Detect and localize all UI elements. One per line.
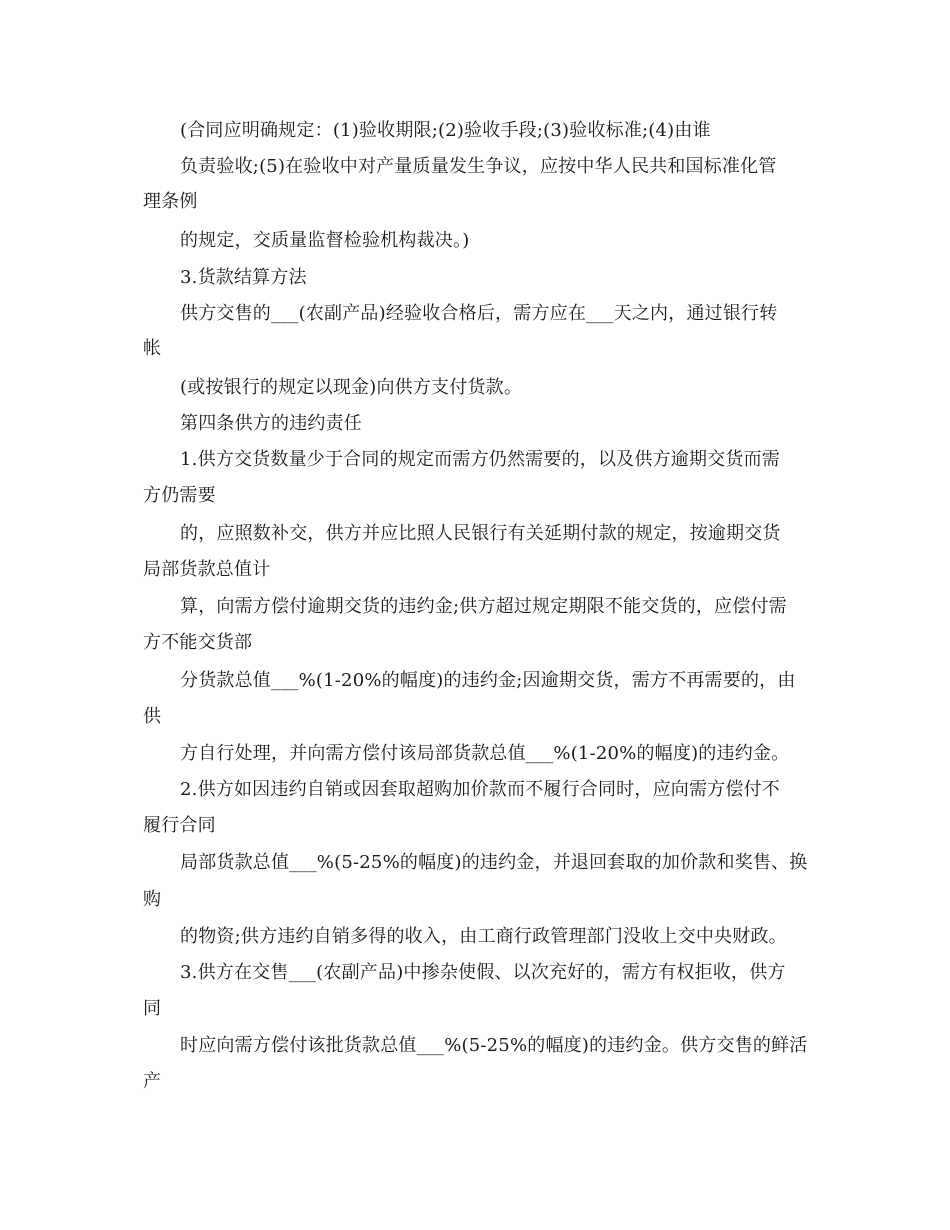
text-line: 局部货款总值计 xyxy=(143,559,271,580)
text-line: 分货款总值___%(1-20%的幅度)的违约金;因逾期交货，需方不再需要的，由 xyxy=(180,670,796,691)
text-line: 的规定，交质量监督检验机构裁决。) xyxy=(180,230,470,251)
text-line: 供方交售的___(农副产品)经验收合格后，需方应在___天之内，通过银行转 xyxy=(180,303,778,324)
text-line: 方仍需要 xyxy=(143,485,216,506)
text-line: 2.供方如因违约自销或因套取超购加价款而不履行合同时，应向需方偿付不 xyxy=(180,779,780,800)
text-line: 的物资;供方违约自销多得的收入，由工商行政管理部门没收上交中央财政。 xyxy=(180,926,787,947)
text-line: 1.供方交货数量少于合同的规定而需方仍然需要的，以及供方逾期交货而需 xyxy=(180,449,780,470)
text-line: 购 xyxy=(143,889,162,910)
text-line: (或按银行的规定以现金)向供方支付货款。 xyxy=(180,377,523,398)
text-line: 算，向需方偿付逾期交货的违约金;供方超过规定期限不能交货的，应偿付需 xyxy=(180,596,787,617)
text-line: 产 xyxy=(143,1071,162,1092)
text-line: 3.供方在交售___(农副产品)中掺杂使假、以次充好的，需方有权拒收，供方 xyxy=(180,962,786,983)
text-line: 同 xyxy=(143,998,162,1019)
article-heading: 第四条供方的违约责任 xyxy=(180,413,362,434)
text-line: 时应向需方偿付该批货款总值___%(5-25%的幅度)的违约金。供方交售的鲜活 xyxy=(180,1035,808,1056)
section-heading: 3.货款结算方法 xyxy=(180,267,307,288)
text-line: 的，应照数补交，供方并应比照人民银行有关延期付款的规定，按逾期交货 xyxy=(180,523,781,544)
text-line: 负责验收;(5)在验收中对产量质量发生争议，应按中华人民共和国标准化管 xyxy=(180,156,777,177)
text-line: 供 xyxy=(143,706,162,727)
text-line: 局部货款总值___%(5-25%的幅度)的违约金，并退回套取的加价款和奖售、换 xyxy=(180,852,808,873)
text-line: 履行合同 xyxy=(143,815,216,836)
text-line: (合同应明确规定：(1)验收期限;(2)验收手段;(3)验收标准;(4)由谁 xyxy=(180,120,711,141)
text-line: 帐 xyxy=(143,338,162,359)
text-line: 方不能交货部 xyxy=(143,632,253,653)
text-line: 方自行处理，并向需方偿付该局部货款总值___%(1-20%的幅度)的违约金。 xyxy=(180,743,790,764)
text-line: 理条例 xyxy=(143,191,198,212)
